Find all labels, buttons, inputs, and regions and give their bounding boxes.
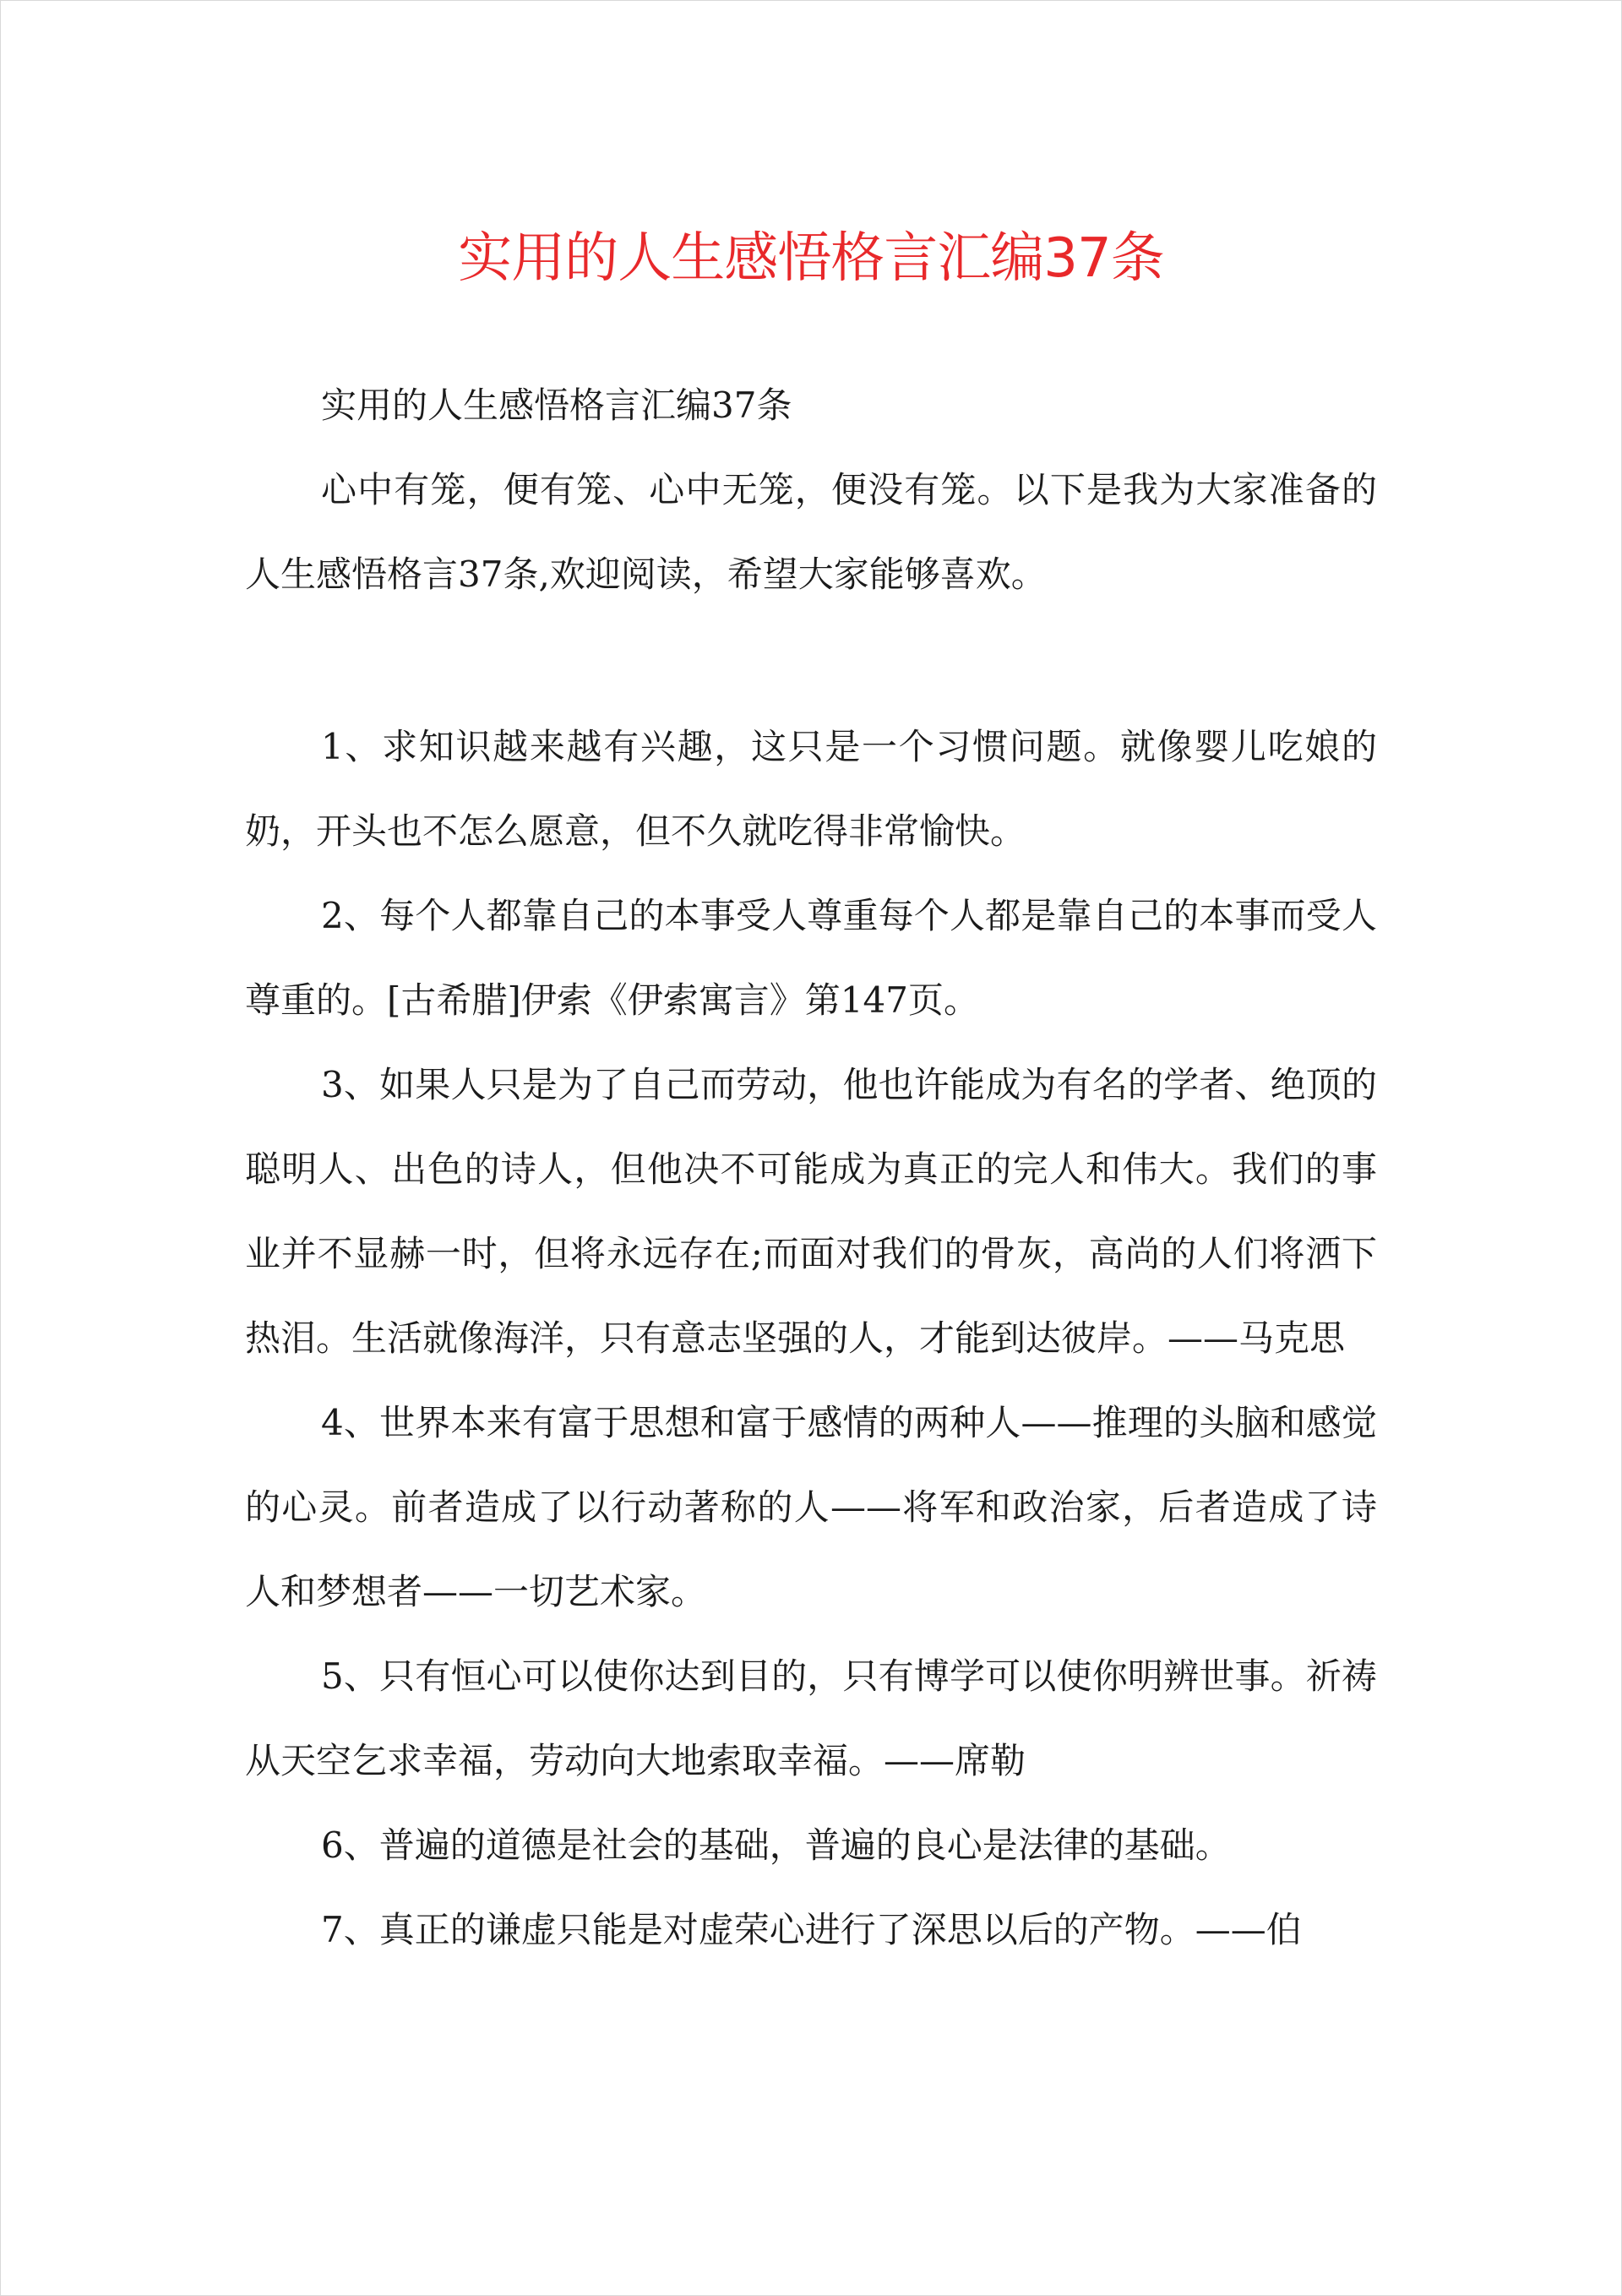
intro-paragraph: 心中有笼，便有笼、心中无笼，便没有笼。以下是我为大家准备的人生感悟格言37条,欢迎阅读，希望大家能够喜欢。 (245, 469, 1377, 595)
list-item: 5、只有恒心可以使你达到目的，只有博学可以使你明辨世事。祈祷从天空乞求幸福，劳动向大地索取幸福。——席勒 (245, 1655, 1377, 1781)
list-item: 4、世界本来有富于思想和富于感情的两种人——推理的头脑和感觉的心灵。前者造成了以行动著称的人——将军和政治家，后者造成了诗人和梦想者——一切艺术家。 (245, 1402, 1377, 1612)
list-item: 2、每个人都靠自己的本事受人尊重每个人都是靠自己的本事而受人尊重的。[古希腊]伊索《伊索寓言》第147页。 (245, 895, 1377, 1021)
list-item: 1、求知识越来越有兴趣，这只是一个习惯问题。就像婴儿吃娘的奶，开头也不怎么愿意，但不久就吃得非常愉快。 (245, 726, 1377, 852)
paragraph-spacer (245, 617, 1377, 705)
document-title: 实用的人生感悟格言汇编37条 (458, 227, 1164, 290)
list-item: 7、真正的谦虚只能是对虚荣心进行了深思以后的产物。——伯 (321, 1909, 1302, 1950)
list-item: 6、普遍的道德是社会的基础，普遍的良心是法律的基础。 (321, 1824, 1231, 1866)
list-item: 3、如果人只是为了自己而劳动，他也许能成为有名的学者、绝顶的聪明人、出色的诗人，但他决不可能成为真正的完人和伟大。我们的事业并不显赫一时，但将永远存在;而面对我们的骨灰，高尚的人们将洒下热泪。生活就像海洋，只有意志坚强的人，才能到达彼岸。——马克思 (245, 1064, 1377, 1359)
document-body (245, 363, 1377, 1972)
subtitle-paragraph: 实用的人生感悟格言汇编37条 (321, 384, 792, 426)
